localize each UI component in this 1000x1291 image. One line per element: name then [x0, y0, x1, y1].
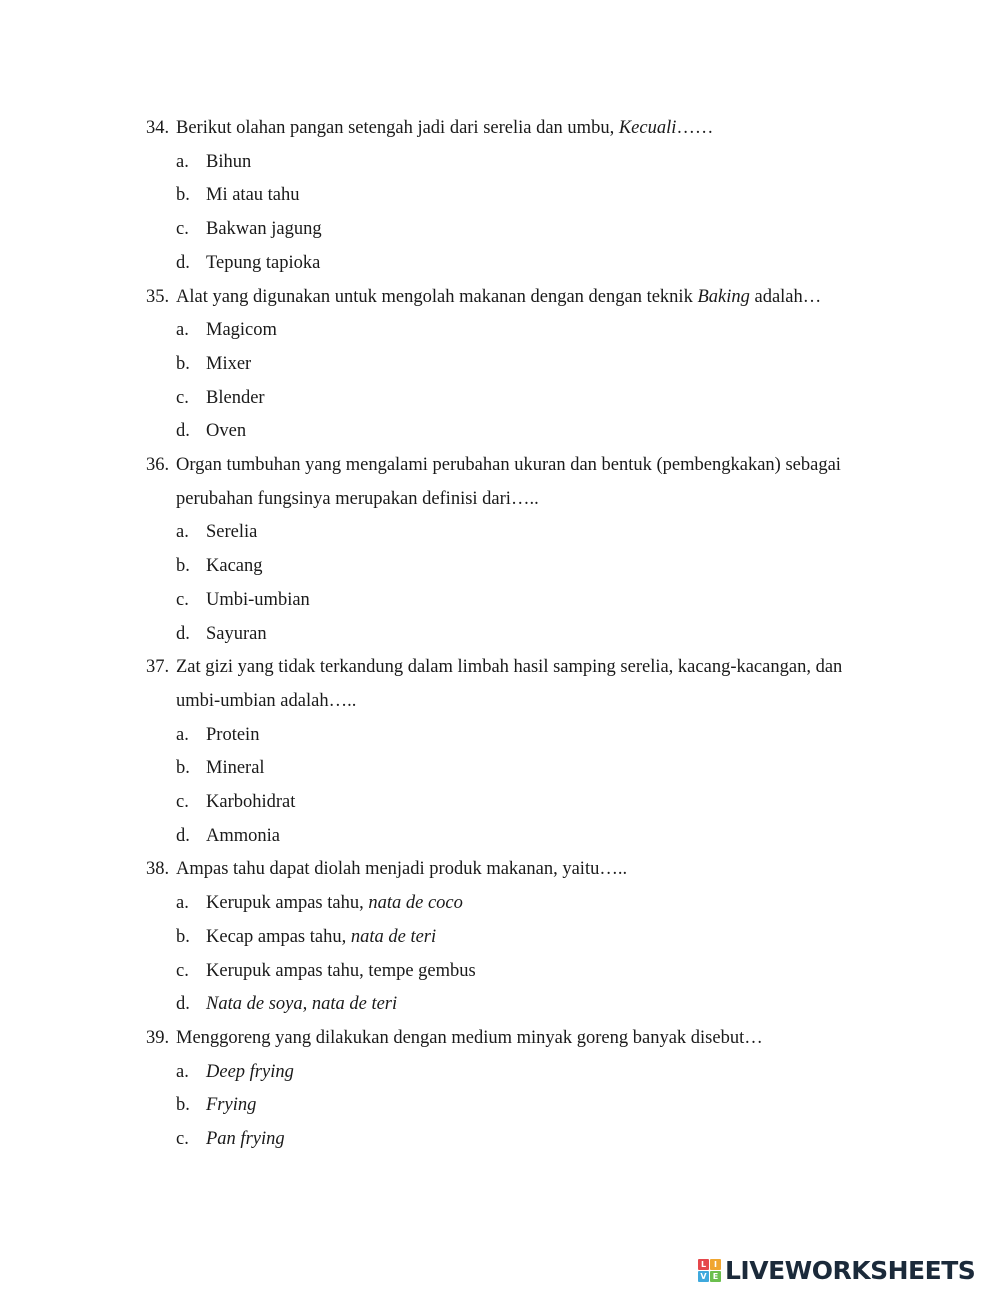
option-text-part: Oven — [206, 421, 247, 442]
option-text — [206, 417, 246, 445]
option-emphasis: Deep frying — [206, 1061, 294, 1082]
option-letter: d. — [176, 252, 190, 273]
option-text-part: Bakwan jagung — [206, 219, 322, 240]
option-text — [206, 384, 265, 412]
question-text — [176, 485, 539, 513]
option-letter: c. — [176, 960, 189, 981]
logo-tile-e: E — [710, 1271, 721, 1282]
option-text — [206, 316, 277, 344]
option-letter: a. — [176, 893, 189, 914]
question-text — [176, 855, 627, 883]
option-letter: b. — [176, 1095, 190, 1116]
option-letter: b. — [176, 926, 190, 947]
question-text-part: umbi-umbian adalah….. — [176, 690, 357, 711]
option-text-part: Karbohidrat — [206, 792, 296, 812]
option-text-part: Serelia — [206, 522, 258, 543]
question-text-part: …… — [676, 118, 714, 138]
option-letter: a. — [176, 320, 189, 341]
option-letter: d. — [176, 623, 190, 644]
question-text-part: Zat gizi yang tidak terkandung dalam limbah hasil samping serelia, kacang-kacangan, dan — [176, 657, 843, 678]
option-text-part: Mi atau tahu — [206, 185, 300, 206]
option-text-part: Protein — [206, 724, 260, 745]
option-text-part: Kacang — [206, 556, 263, 577]
question-emphasis: Kecuali — [618, 118, 677, 138]
option-text — [206, 1125, 285, 1153]
option-letter: c. — [176, 589, 189, 610]
option-letter: c. — [176, 792, 189, 812]
option-letter: c. — [176, 387, 189, 408]
option-text-part: Ammonia — [206, 825, 280, 846]
option-letter: b. — [176, 758, 190, 779]
option-emphasis: Frying — [206, 1095, 257, 1116]
question-text-part: perubahan fungsinya merupakan definisi dari….. — [176, 488, 539, 509]
question-text-part: adalah… — [749, 286, 822, 307]
question-text — [176, 687, 356, 715]
option-text — [206, 923, 436, 951]
option-emphasis: Nata de soya, nata de teri — [206, 994, 398, 1015]
question-number: 39. — [146, 1027, 170, 1048]
option-letter: d. — [176, 825, 190, 846]
question-text-part: Menggoreng yang dilakukan dengan medium minyak goreng banyak disebut… — [176, 1027, 763, 1048]
option-letter: a. — [176, 522, 189, 543]
option-letter: d. — [176, 421, 190, 442]
liveworksheets-logo — [698, 1253, 975, 1287]
logo-wordmark: LIVEWORKSHEETS — [725, 1255, 976, 1285]
question-text — [176, 451, 841, 479]
question-number: 36. — [146, 455, 170, 475]
option-text-part: Kerupuk ampas tahu, tempe gembus — [206, 960, 476, 981]
option-text-part: Kerupuk ampas tahu, — [206, 893, 369, 914]
option-text-part: Umbi-umbian — [206, 589, 310, 610]
option-text — [206, 788, 295, 816]
option-text — [206, 552, 263, 580]
option-letter: a. — [176, 151, 189, 172]
option-text-part: Sayuran — [206, 623, 267, 644]
option-letter: b. — [176, 185, 190, 206]
option-letter: c. — [176, 1129, 189, 1149]
option-emphasis: nata de teri — [350, 926, 437, 947]
option-text — [206, 822, 280, 850]
option-emphasis: nata de coco — [368, 893, 463, 914]
question-number: 37. — [146, 657, 170, 678]
option-text-part: Magicom — [206, 320, 277, 341]
option-text — [206, 721, 259, 749]
question-text — [176, 1024, 763, 1052]
option-text — [206, 957, 476, 985]
option-text — [206, 215, 322, 243]
option-text — [206, 148, 251, 176]
option-text — [206, 889, 463, 917]
option-letter: c. — [176, 219, 189, 240]
option-text-part: Kecap ampas tahu, — [206, 926, 351, 947]
question-text — [176, 653, 842, 681]
option-letter: d. — [176, 994, 190, 1015]
option-text — [206, 620, 267, 648]
option-text — [206, 586, 310, 614]
option-letter: b. — [176, 556, 190, 577]
option-text-part: Mineral — [206, 758, 265, 779]
question-emphasis: Baking — [697, 286, 750, 307]
option-text — [206, 990, 397, 1018]
question-text — [176, 114, 713, 142]
option-text-part: Mixer — [206, 353, 252, 374]
logo-tile-l: L — [698, 1259, 709, 1270]
question-number: 34. — [146, 118, 170, 138]
question-text-part: Alat yang digunakan untuk mengolah makanan dengan dengan teknik — [176, 286, 698, 307]
option-letter: a. — [176, 724, 189, 745]
logo-tile-i: I — [710, 1259, 721, 1270]
question-text-part: Ampas tahu dapat diolah menjadi produk makanan, yaitu….. — [176, 859, 628, 880]
option-text — [206, 181, 300, 209]
question-number: 38. — [146, 859, 170, 880]
option-text — [206, 1091, 256, 1119]
question-text-part: Berikut olahan pangan setengah jadi dari serelia dan umbu, — [176, 118, 619, 138]
option-emphasis: Pan frying — [206, 1129, 285, 1149]
option-text-part: Tepung tapioka — [206, 252, 321, 273]
question-text-part: Organ tumbuhan yang mengalami perubahan ukuran dan bentuk (pembengkakan) sebagai — [176, 455, 841, 475]
question-number: 35. — [146, 286, 170, 307]
option-text — [206, 1058, 294, 1086]
question-text — [176, 283, 821, 311]
option-text — [206, 754, 265, 782]
option-text — [206, 350, 251, 378]
option-text-part: Blender — [206, 387, 265, 408]
option-text — [206, 518, 257, 546]
option-letter: b. — [176, 353, 190, 374]
option-letter: a. — [176, 1061, 189, 1082]
logo-tile-v: V — [698, 1271, 709, 1282]
option-text — [206, 249, 320, 277]
option-text-part: Bihun — [206, 151, 252, 172]
liveworksheets-icon — [698, 1259, 721, 1282]
